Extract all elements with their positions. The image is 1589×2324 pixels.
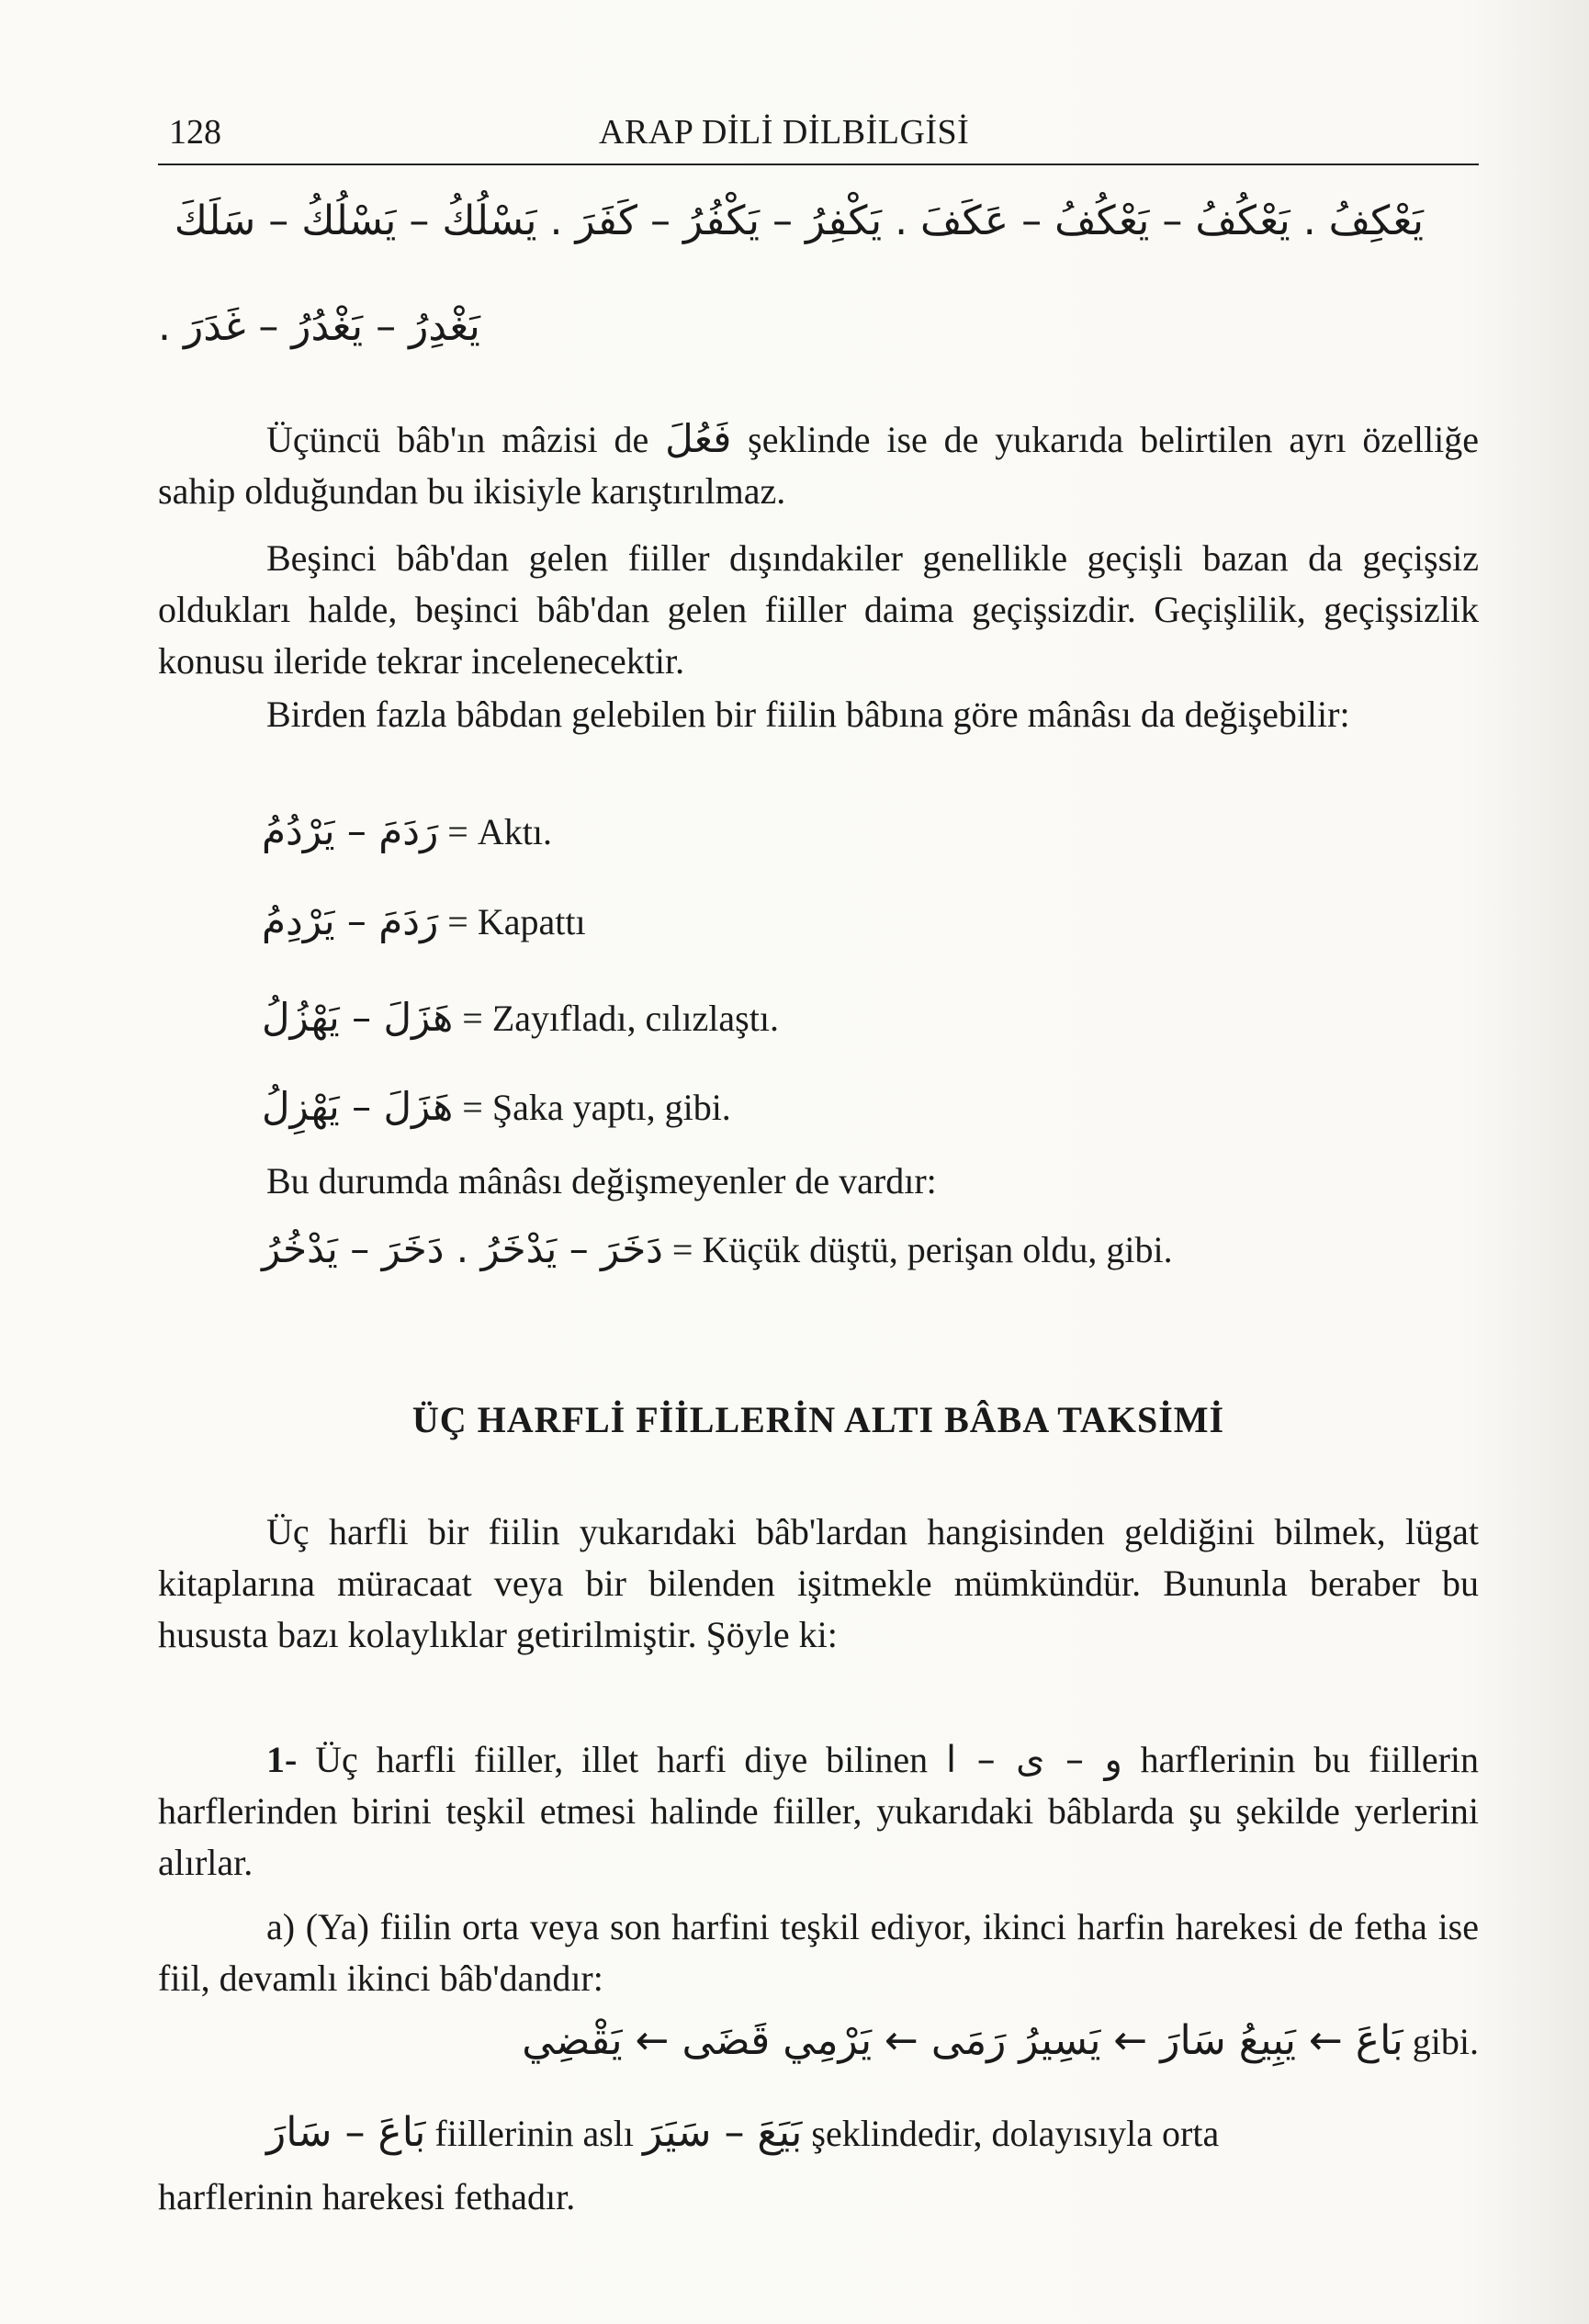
paragraph-section-intro: Üç harfli bir fiilin yukarıdaki bâb'lardan hangisinden geldiğini bilmek, lügat kitaplarına müracaat veya bir bilenden işitmekle mümkündür. Bununla beraber bu hususta bazı kolaylıklar getirilmiştir. Şöyle ki: [158,1511,1479,1655]
example-row [158,2017,1479,2064]
arabic-verbs-line-2: يَغْدِرُ – يَغْدُرُ – غَدَرَ . [158,303,480,350]
arabic-verbs-line-1: يَعْكِفُ . يَعْكُفُ – يَعْكُفُ – عَكَفَ . يَكْفِرُ – يَكْفُرُ – كَفَرَ . يَسْلُكُ – يَسْلُكُ – سَلَكَ [174,197,1424,244]
book-title: ARAP DİLİ DİLBİLGİSİ [599,113,970,152]
text-run: gibi. [1412,2021,1479,2062]
final-line: harflerinin harekesi fethadır. [158,2176,576,2217]
arabic-examples: بَاعَ ← يَبِيعُ سَارَ ← يَسِيرُ رَمَى ← يَرْمِي قَضَى ← يَقْضِي [522,2017,1403,2064]
paragraph-item-1 [158,1734,1479,1889]
arabic-verb-pair: هَزَلَ – يَهْزُلُ [262,995,454,1040]
meaning-text: = Küçük düştü, perişan oldu, gibi. [671,1229,1173,1270]
paragraph-fifth-bab: Beşinci bâb'dan gelen fiiller dışındakiler genellikle geçişli bazan da geçişsiz oldukları halde, beşinci bâb'dan gelen fiiller daima geçişsizdir. Geçişlilik, geçişsizlik konusu ileride tekrar incelenecektir. [158,537,1479,682]
text-run: şeklinde ise de yukarıda belirtilen ayrı özelliğe sahip olduğundan bu ikisiyle karıştırılmaz. [158,419,1479,512]
text-run: Üç harfli fiiller, illet harfi diye bilinen [315,1739,929,1780]
paragraph-item-a: a) (Ya) fiilin orta veya son harfini teşkil ediyor, ikinci harfin harekesi de fetha ise fiil, devamlı ikinci bâb'dandır: [158,1906,1479,1999]
meaning-text: = Kapattı [447,901,586,942]
page-header [158,108,1479,165]
no-change-example [262,1226,1173,1271]
item-number: 1- [266,1739,298,1780]
arabic-inline: فَعُلَ [665,416,732,461]
meaning-row-3 [262,995,779,1040]
text-run: Üçüncü bâb'ın mâzisi de [266,419,649,460]
section-heading: ÜÇ HARFLİ FİİLLERİN ALTI BÂBA TAKSİMİ [411,1399,1225,1440]
arabic-inline: بَاعَ – سَارَ [266,2109,426,2156]
arabic-verb-pair: دَخَرَ – يَدْخَرُ . دَخَرَ – يَدْخُرُ [262,1226,663,1271]
meaning-text: = Şaka yaptı, gibi. [462,1087,731,1128]
meaning-text: = Zayıfladı, cılızlaştı. [462,998,779,1039]
meaning-row-1 [262,808,552,853]
arabic-verb-pair: رَدَمَ – يَرْدُمُ [262,808,439,853]
no-change-intro: Bu durumda mânâsı değişmeyenler de vardır: [266,1160,937,1201]
arabic-inline: و – ى – ا [945,1739,1122,1781]
meaning-text: = Aktı. [447,811,552,852]
paragraph-multiple-bab: Birden fazla bâbdan gelebilen bir fiilin bâbına göre mânâsı da değişebilir: [266,694,1350,735]
arabic-inline: بَيَعَ – سَيَرَ [643,2109,803,2156]
arabic-verb-pair: هَزَلَ – يَهْزِلُ [262,1084,454,1129]
text-run: harflerinin bu fiillerin harflerinden birini teşkil etmesi halinde fiiller, yukarıdaki bâblarda şu şekilde yerlerini alırlar. [158,1739,1480,1883]
paragraph-third-bab [158,413,1479,517]
page-number: 128 [169,113,221,152]
text-run: fiillerinin aslı [434,2113,635,2154]
meaning-row-2 [262,898,586,943]
arabic-verb-pair: رَدَمَ – يَرْدِمُ [262,898,439,943]
text-run: şeklindedir, dolayısıyla orta [811,2113,1220,2154]
meaning-row-4 [262,1084,731,1129]
origin-row [266,2109,1219,2156]
